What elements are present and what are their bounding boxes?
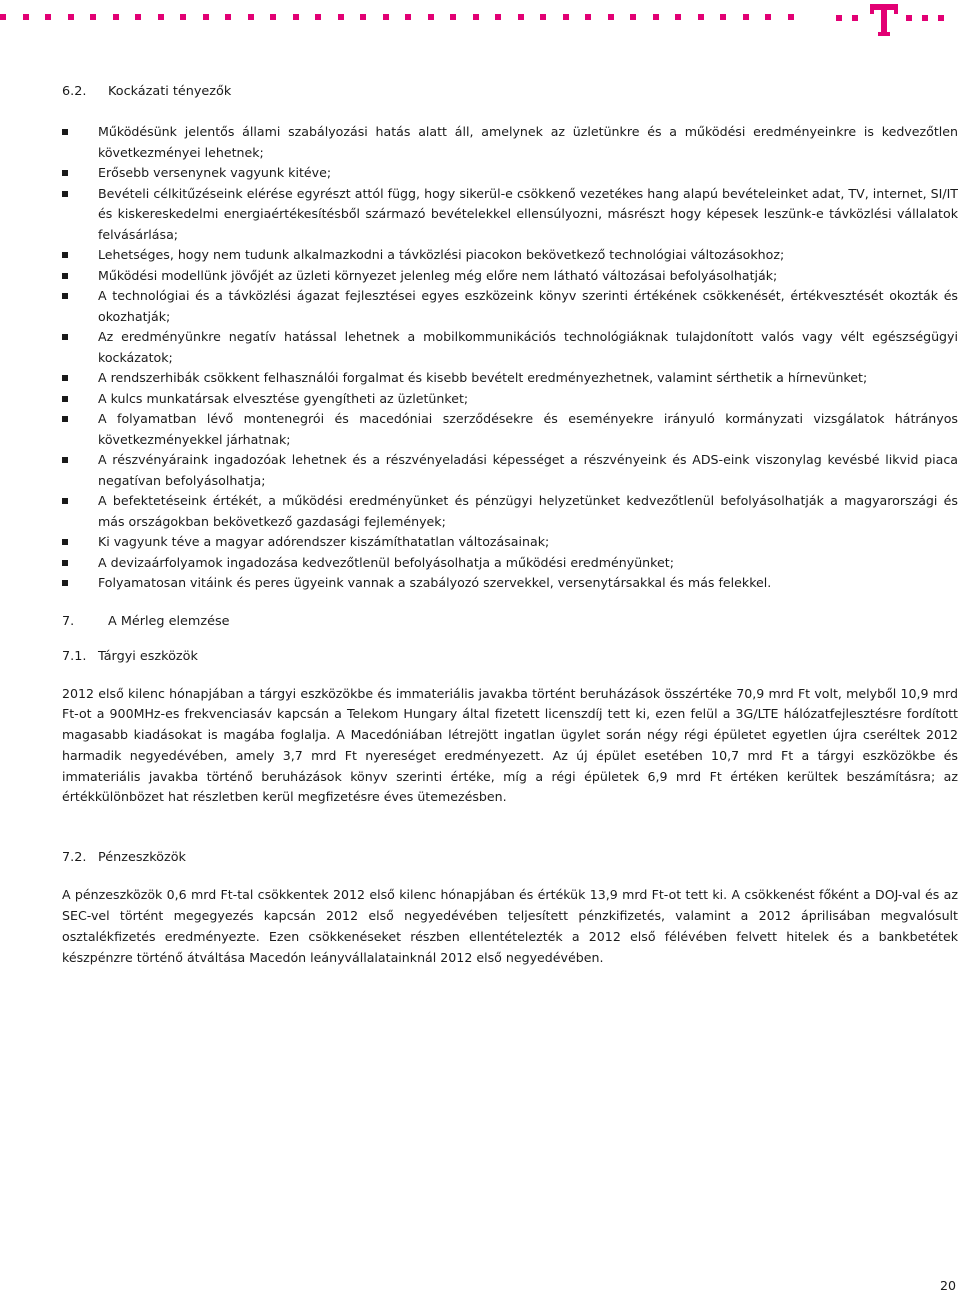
- list-item: Lehetséges, hogy nem tudunk alkalmazkodni a távközlési piacokon bekövetkező technológiai változásokhoz;: [62, 245, 958, 266]
- section-7-2-paragraph: A pénzeszközök 0,6 mrd Ft-tal csökkentek 2012 első kilenc hónapjában és értékük 13,9 mrd Ft-ot tett ki. A csökkenést főként a DOJ-val és az SEC-vel történt megegyezés kapcsán 2012 első negyedévében teljesített pénzkifizetés, valamint a 2012 áprilisában megvalósult osztalékfizetés eredményezte. Ezen csökkenéseket részben ellentételezték a 2012 első félévében felvett hitelek és a bankbetétek készpénzre történő átváltása Macedón leányvállalatainknál 2012 első negyedévében.: [62, 887, 958, 965]
- list-item: Bevételi célkitűzéseink elérése egyrészt attól függ, hogy sikerül-e csökkenő vezetékes hang alapú bevételeinket adat, TV, internet, SI/IT és kiskereskedelmi energiaértékesítésből származó bevételekkel ellensúlyozni, másrészt hogy képesek leszünk-e távközlési vállalatok felvásárlása;: [62, 184, 958, 246]
- section-7-1-paragraph: 2012 első kilenc hónapjában a tárgyi eszközökbe és immateriális javakba történt beruházások összértéke 70,9 mrd Ft volt, melyből 10,9 mrd Ft-ot a 900MHz-es frekvenciasáv kapcsán a Telekom Hungary által fizetett licenszdíj tett ki, ezen felül a 3G/LTE hálózatfejlesztésre fordított magasabb kiadásokat is magába foglalja. A Macedóniában létrejött ingatlan ügylet során négy régi épületet egyetlen újra cseréltek 2012 harmadik negyedévében, amely 3,7 mrd Ft nyereséget eredményezett. Az új épület esetében 10,7 mrd Ft a tárgyi eszközökbe és immateriális javakba történő beruházások könyv szerinti értéke, míg a régi épületek 6,9 mrd Ft értéken kerültek beszámításra; az értékkülönbözet hat részletben kerül megfizetésre éves ütemezésben.: [62, 685, 958, 805]
- section-number: 7.1.: [62, 648, 87, 664]
- telekom-logo: [836, 2, 956, 38]
- section-6-2-heading: [62, 84, 958, 99]
- list-item: Folyamatosan vitáink és peres ügyeink vannak a szabályozó szervekkel, versenytársakkal és más felekkel.: [62, 573, 958, 594]
- section-7-1-heading: [62, 649, 958, 664]
- bullet-icon: [62, 539, 68, 545]
- section-title: A Mérleg elemzése: [108, 613, 230, 629]
- bullet-icon: [62, 560, 68, 566]
- bullet-icon: [62, 396, 68, 402]
- bullet-icon: [62, 375, 68, 381]
- bullet-icon: [62, 191, 68, 197]
- section-7-heading: [62, 614, 958, 629]
- bullet-icon: [62, 170, 68, 176]
- list-item: Az eredményünkre negatív hatással lehetnek a mobilkommunikációs technológiáknak tulajdonított valós vagy vélt egészségügyi kockázatok;: [62, 327, 958, 368]
- list-item: A rendszerhibák csökkent felhasználói forgalmat és kisebb bevételt eredményezhetnek, valamint sérthetik a hírnevünket;: [62, 368, 958, 389]
- page-content: [62, 84, 958, 968]
- list-item: Ki vagyunk téve a magyar adórendszer kiszámíthatatlan változásainak;: [62, 532, 958, 553]
- section-title: Kockázati tényezők: [108, 84, 232, 99]
- section-7-2-heading: [62, 850, 958, 865]
- page-number: 20: [939, 1278, 956, 1293]
- list-item: A devizaárfolyamok ingadozása kedvezőtlenül befolyásolhatja a működési eredményünket;: [62, 553, 958, 574]
- section-number: 7.2.: [62, 850, 87, 866]
- bullet-icon: [62, 129, 68, 135]
- bullet-icon: [62, 273, 68, 279]
- page-header: [0, 0, 960, 40]
- risk-factor-list: [62, 122, 958, 594]
- section-title: Tárgyi eszközök: [98, 648, 198, 664]
- section-title: Pénzeszközök: [98, 850, 186, 866]
- bullet-icon: [62, 252, 68, 258]
- bullet-icon: [62, 498, 68, 504]
- bullet-icon: [62, 457, 68, 463]
- list-item: Működésünk jelentős állami szabályozási hatás alatt áll, amelynek az üzletünkre és a működési eredményeinkre is kedvezőtlen következményei lehetnek;: [62, 122, 958, 163]
- list-item: Erősebb versenynek vagyunk kitéve;: [62, 163, 958, 184]
- section-number: 6.2.: [62, 84, 87, 99]
- section-number: 7.: [62, 613, 75, 629]
- list-item: A kulcs munkatársak elvesztése gyengítheti az üzletünket;: [62, 389, 958, 410]
- bullet-icon: [62, 416, 68, 422]
- list-item: A befektetéseink értékét, a működési eredményünket és pénzügyi helyzetünket kedvezőtlenül befolyásolhatják a magyarországi és más országokban bekövetkező gazdasági fejlemények;: [62, 491, 958, 532]
- list-item: A technológiai és a távközlési ágazat fejlesztései egyes eszközeink könyv szerinti értékének csökkenését, értékvesztését okozták és okozhatják;: [62, 286, 958, 327]
- list-item: A részvényáraink ingadozóak lehetnek és a részvényeladási képességet a részvényeink és ADS-eink viszonylag kevésbé likvid piaca negatívan befolyásolhatja;: [62, 450, 958, 491]
- header-dot-row: [0, 14, 830, 22]
- list-item: A folyamatban lévő montenegrói és macedóniai szerződésekre és eseményekre irányuló kormányzati vizsgálatok hátrányos következményekkel járhatnak;: [62, 409, 958, 450]
- bullet-icon: [62, 580, 68, 586]
- bullet-icon: [62, 334, 68, 340]
- list-item: Működési modellünk jövőjét az üzleti környezet jelenleg még előre nem látható változásai befolyásolhatják;: [62, 266, 958, 287]
- bullet-icon: [62, 293, 68, 299]
